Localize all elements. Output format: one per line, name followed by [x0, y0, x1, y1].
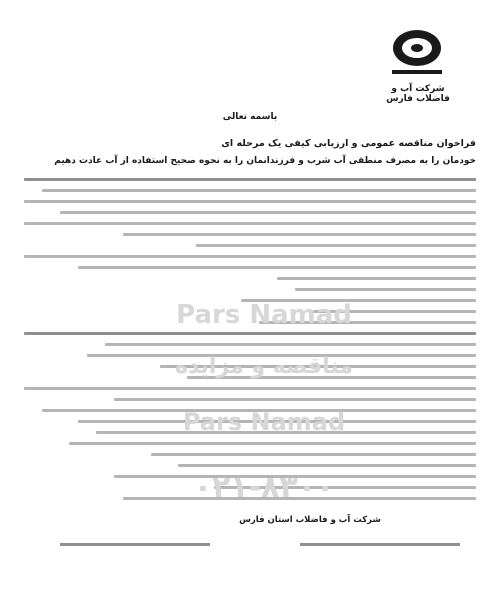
- notice-subtitle: خودمان را به مصرف منطقی آب شرب و فرزندانمان را به نحوه صحیح استفاده از آب عادت دهیم: [54, 156, 476, 166]
- logo-org-name: شرکت آب و فاضلاب فارس: [386, 84, 450, 104]
- publication-date-row: [60, 538, 460, 552]
- company-emblem-icon: [382, 22, 452, 84]
- notice-body: [24, 178, 476, 508]
- watermark-brand-repeat: Pars Namad: [182, 408, 346, 436]
- issuer-signature: شرکت آب و فاضلاب استان فارس: [239, 515, 381, 525]
- header-title: باسمه تعالی: [222, 112, 278, 122]
- watermark-phone: ۰۲۱-۸۳۰۰: [193, 470, 335, 505]
- notice-title: فراخوان مناقصه عمومی و ارزیابی کیفی یک مرحله ای: [221, 138, 476, 149]
- watermark-brand: Pars Namad: [176, 300, 352, 330]
- watermark-slogan: مناقصه و مزایده: [174, 354, 354, 379]
